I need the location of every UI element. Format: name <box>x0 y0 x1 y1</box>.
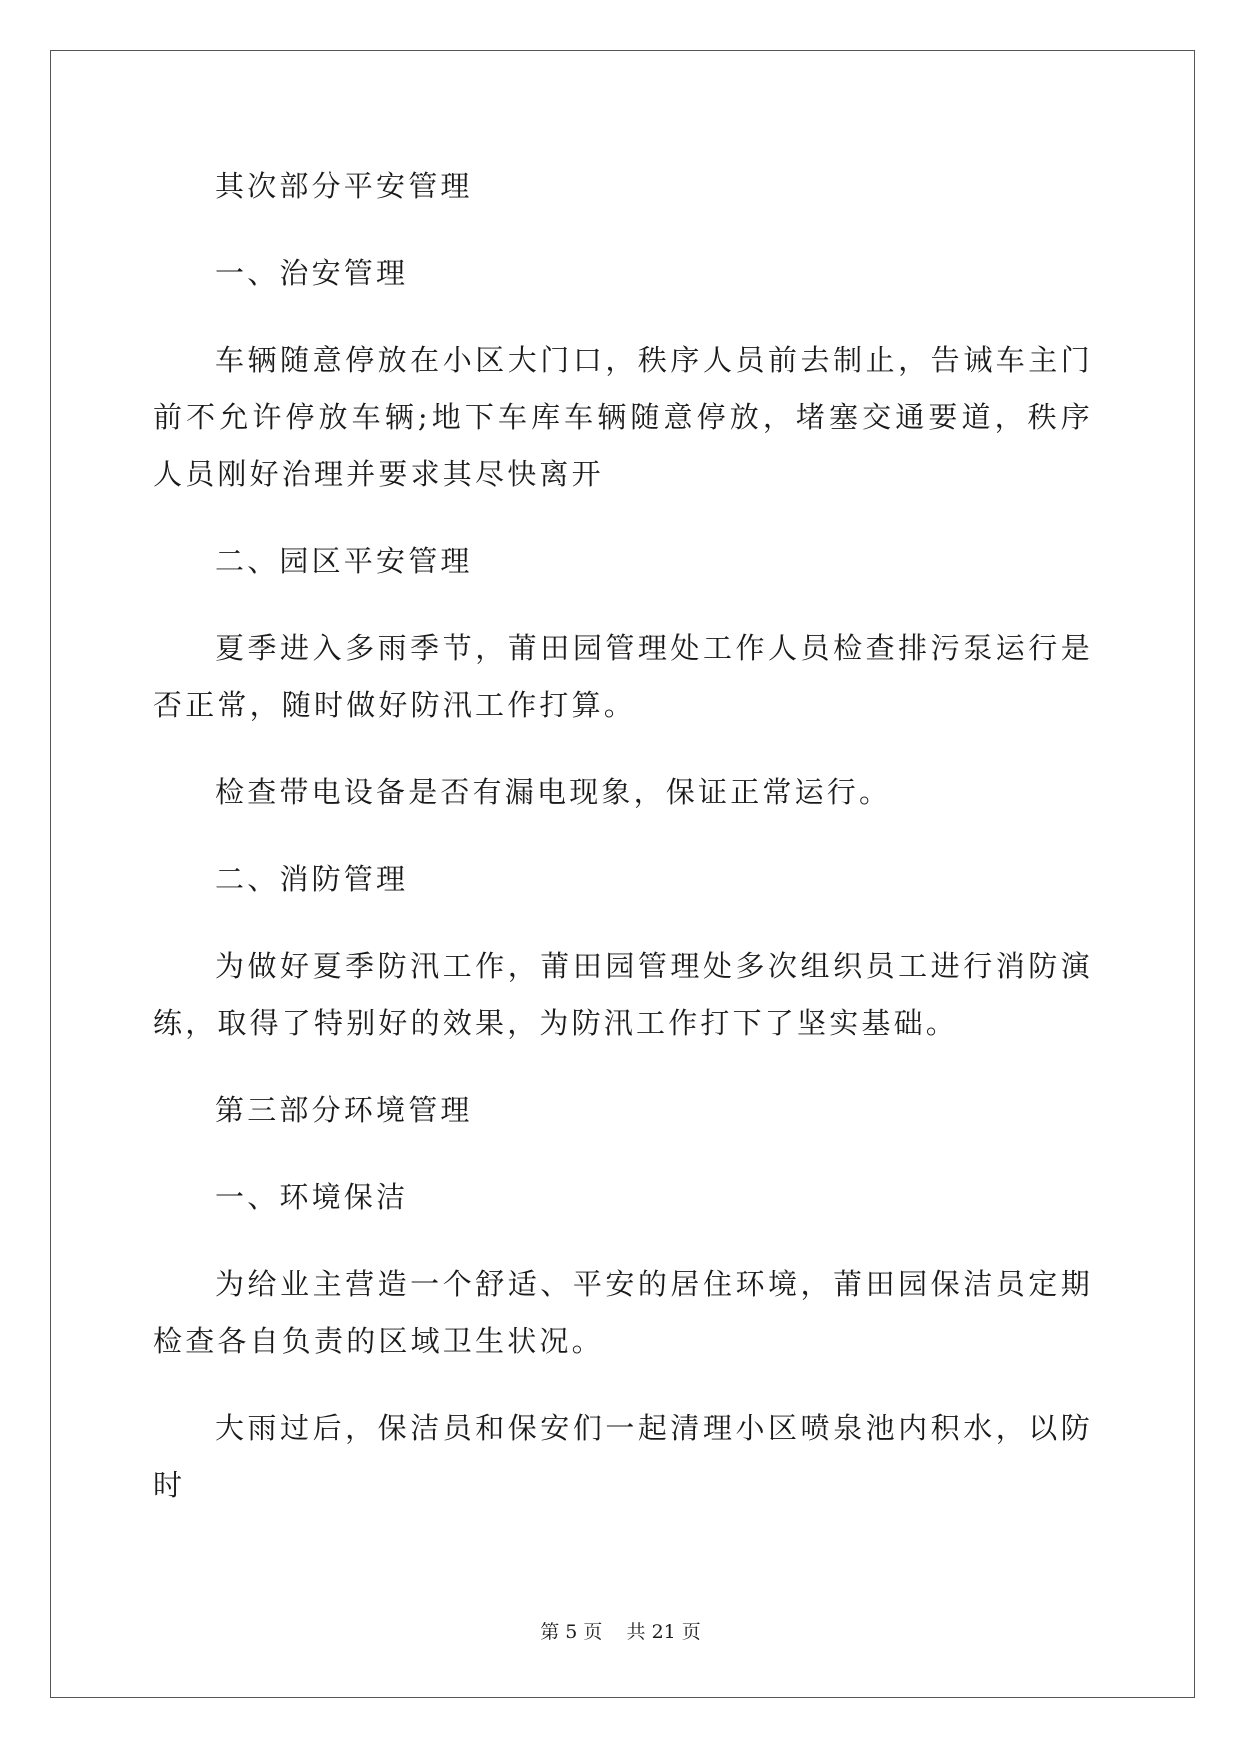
body-paragraph: 为给业主营造一个舒适、平安的居住环境，莆田园保洁员定期检查各自负责的区域卫生状况。 <box>153 1267 1093 1358</box>
body-paragraph: 大雨过后，保洁员和保安们一起清理小区喷泉池内积水，以防时 <box>153 1411 1093 1502</box>
subsection-heading: 二、消防管理 <box>215 862 409 896</box>
page-total: 共 21 页 <box>626 1621 701 1643</box>
page-number: 第 5 页 <box>540 1621 603 1643</box>
section-heading: 第三部分环境管理 <box>215 1093 473 1127</box>
section-heading: 其次部分平安管理 <box>215 169 473 203</box>
subsection-heading: 一、环境保洁 <box>215 1180 409 1214</box>
body-paragraph: 车辆随意停放在小区大门口，秩序人员前去制止，告诫车主门前不允许停放车辆;地下车库车辆随意停放，堵塞交通要道，秩序人员刚好治理并要求其尽快离开 <box>153 343 1093 491</box>
body-paragraph: 检查带电设备是否有漏电现象，保证正常运行。 <box>215 775 892 809</box>
body-paragraph: 夏季进入多雨季节，莆田园管理处工作人员检查排污泵运行是否正常，随时做好防汛工作打算。 <box>153 631 1093 722</box>
subsection-heading: 二、园区平安管理 <box>215 544 473 578</box>
document-body <box>153 158 1093 1544</box>
subsection-heading: 一、治安管理 <box>215 256 409 290</box>
page-footer <box>0 1617 1241 1644</box>
body-paragraph: 为做好夏季防汛工作，莆田园管理处多次组织员工进行消防演练，取得了特别好的效果，为防汛工作打下了坚实基础。 <box>153 949 1093 1040</box>
